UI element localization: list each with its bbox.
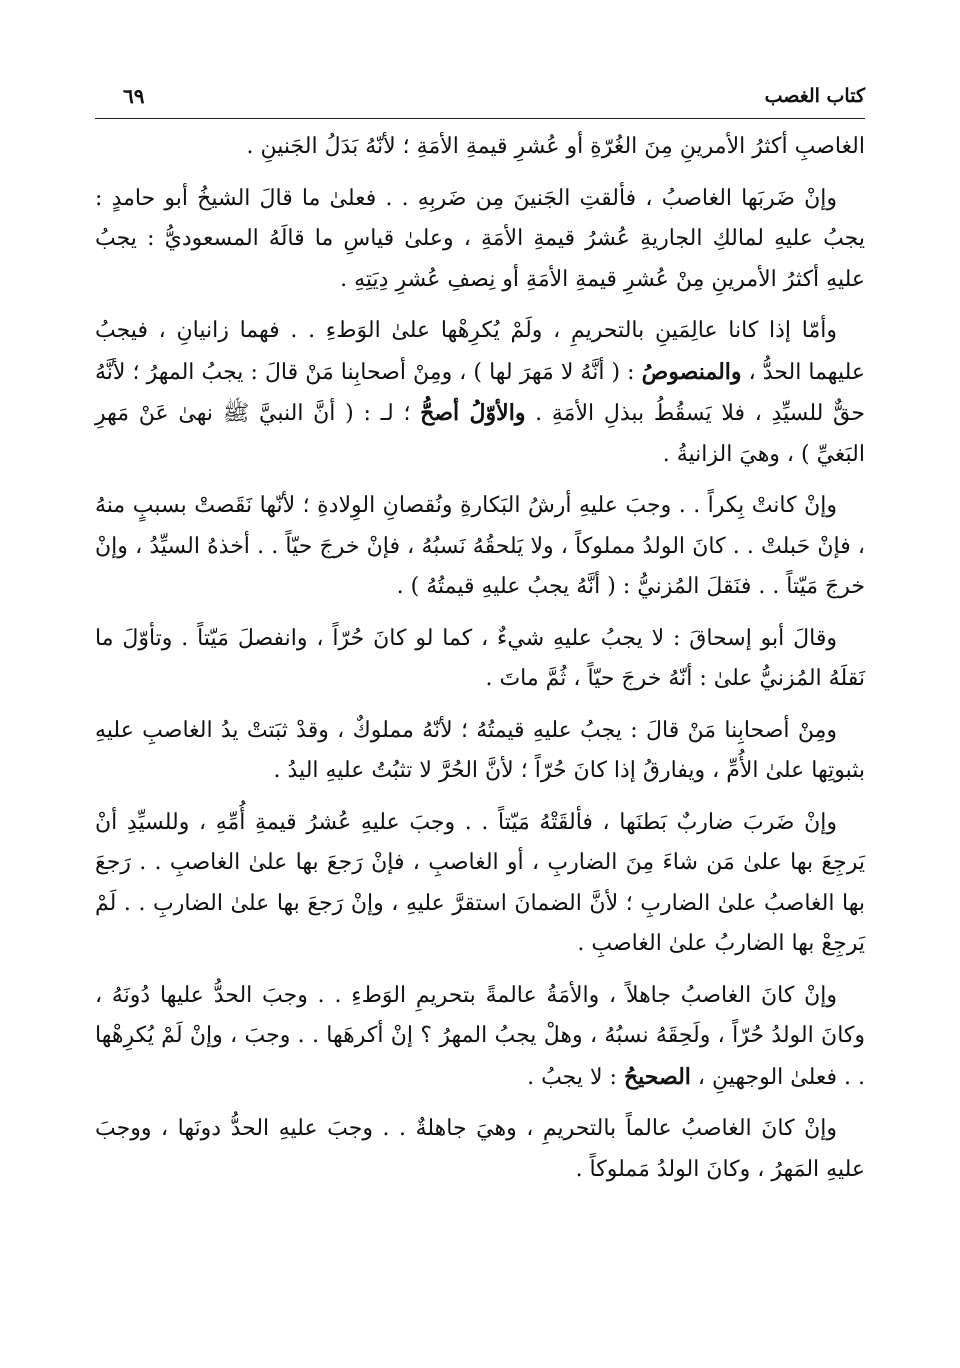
- paragraph-2: [95, 179, 865, 301]
- paragraph-text: : ( أنَّهُ لا مَهرَ لها ) ، ومِنْ أصحابِنا مَنْ قالَ : يجبُ المهرُ ؛ لأنَّهُ حقٌّ للسيِّدِ ، فلا يَسقُطُ ببذلِ الأمَةِ .: [95, 359, 865, 426]
- page-header: [95, 82, 865, 116]
- paragraph-text: وإنْ كانَ الغاصبُ عالماً بالتحريمِ ، وهيَ جاهلةٌ . . وجبَ عليهِ الحدُّ دونَها ، ووجبَ عليهِ المَهرُ ، وكانَ الولدُ مَملوكاً .: [95, 1116, 865, 1182]
- bold-term-awwal-asahh: والأوّلُ أصحُّ: [420, 400, 526, 426]
- paragraph-text: ومِنْ أصحابِنا مَنْ قالَ : يجبُ عليهِ قيمتُهُ ؛ لأنّهُ مملوكٌ ، وقدْ ثبَتتْ يدُ الغاصبِ عليهِ بثبوتِها علىٰ الأُمِّ ، ويفارقُ إذا كانَ حُرّاً ؛ لأنَّ الحُرَّ لا تثبُتُ عليهِ اليدُ .: [95, 717, 865, 783]
- header-divider: [95, 118, 865, 119]
- bold-term-sahih: الصحيحُ: [623, 1063, 691, 1090]
- paragraph-9: [95, 1109, 865, 1190]
- paragraph-text: : لا يجبُ .: [527, 1064, 624, 1090]
- paragraph-6: [95, 711, 865, 792]
- page-number: ٦٩: [123, 84, 145, 108]
- bold-term-mansus: والمنصوصُ: [641, 358, 742, 385]
- paragraph-3: [95, 311, 865, 475]
- paragraph-7: [95, 803, 865, 965]
- paragraph-8: [95, 976, 865, 1099]
- paragraph-text: وإنْ كانَ الغاصبُ جاهلاً ، والأمَةُ عالمةً بتحريمِ الوَطءِ . . وجبَ الحدُّ عليها دُونَهُ ، وكانَ الولدُ حُرّاً ، ولَحِقَهُ نسبُهُ ، وهلْ يجبُ المهرُ ؟ إنْ أكرهَها . . وجبَ ، وإنْ لَمْ يُكرِهْها . . فعلىٰ الوجهينِ ،: [95, 982, 865, 1090]
- paragraph-text: وأمّا إذا كانا عالِمَينِ بالتحريمِ ، ولَمْ يُكرِهْها علىٰ الوَطءِ . . فهما زانيانِ ، فيجبُ عليهما الحدُّ ،: [95, 318, 865, 385]
- paragraph-text: وإنْ كانتْ بِكراً . . وجبَ عليهِ أرشُ البَكارةِ ونُقصانِ الوِلادةِ ؛ لأنّها نَقَصتْ بسببٍ منهُ ، فإنْ حَبلتْ . . كانَ الولدُ مملوكاً ، ولا يَلحقُهُ نَسبُهُ ، فإنْ خرجَ حيّاً . . أخذهُ السيِّدُ ، وإنْ خرجَ مَيّتاً . . فنَقلَ المُزنيُّ : ( أنَّهُ يجبُ عليهِ قيمتُهُ ) .: [95, 493, 865, 599]
- paragraph-text: وإنْ ضَربَها الغاصبُ ، فألقتِ الجَنينَ مِن ضَربِهِ . . فعلىٰ ما قالَ الشيخُ أبو حامدٍ : يجبُ عليهِ لمالكِ الجاريةِ عُشرُ قيمةِ الأمَةِ ، وعلىٰ قياسِ ما قالَهُ المسعوديُّ : يجبُ عليهِ أكثرُ الأمرينِ مِنْ عُشرِ قيمةِ الأمَةِ أو نِصفِ عُشرِ دِيَتِهِ .: [95, 185, 865, 292]
- paragraph-text: وإنْ ضَربَ ضاربٌ بَطنَها ، فألقَتْهُ مَيّتاً . . وجبَ عليهِ عُشرُ قيمةِ أُمِّهِ ، وللسيِّدِ أنْ يَرجِعَ بها علىٰ مَن شاءَ مِنَ الضاربِ ، أو الغاصبِ ، فإنْ رَجعَ بها علىٰ الغاصبِ . . رَجعَ بها الغاصبُ علىٰ الضاربِ ؛ لأنَّ الضمانَ استقرَّ عليهِ ، وإنْ رَجعَ بها علىٰ الضاربِ . . لَمْ يَرجِعْ بها الضاربُ علىٰ الغاصبِ .: [95, 809, 865, 956]
- running-title: كتاب الغصب: [764, 85, 865, 107]
- paragraph-text: الغاصبِ أكثرُ الأمرينِ مِنَ الغُرّةِ أو عُشرِ قيمةِ الأمَةِ ؛ لأنّهُ بَدَلُ الجَنينِ .: [246, 134, 865, 159]
- paragraph-4: [95, 486, 865, 608]
- paragraph-text: وقالَ أبو إسحاقَ : لا يجبُ عليهِ شيءٌ ، كما لو كانَ حُرّاً ، وانفصلَ مَيّتاً . وتأوّلَ ما نَقلَهُ المُزنيُّ علىٰ : أنّهُ خرجَ حيّاً ، ثُمَّ ماتَ .: [95, 625, 865, 691]
- paragraph-text: ؛ لـ : ( أنَّ النبيَّ ﷺ نهىٰ عَنْ مَهرِ البَغيِّ ) ، وهيَ الزانيةُ .: [95, 401, 865, 467]
- page-body: [95, 127, 865, 1201]
- paragraph-1: [95, 127, 865, 168]
- paragraph-5: [95, 619, 865, 700]
